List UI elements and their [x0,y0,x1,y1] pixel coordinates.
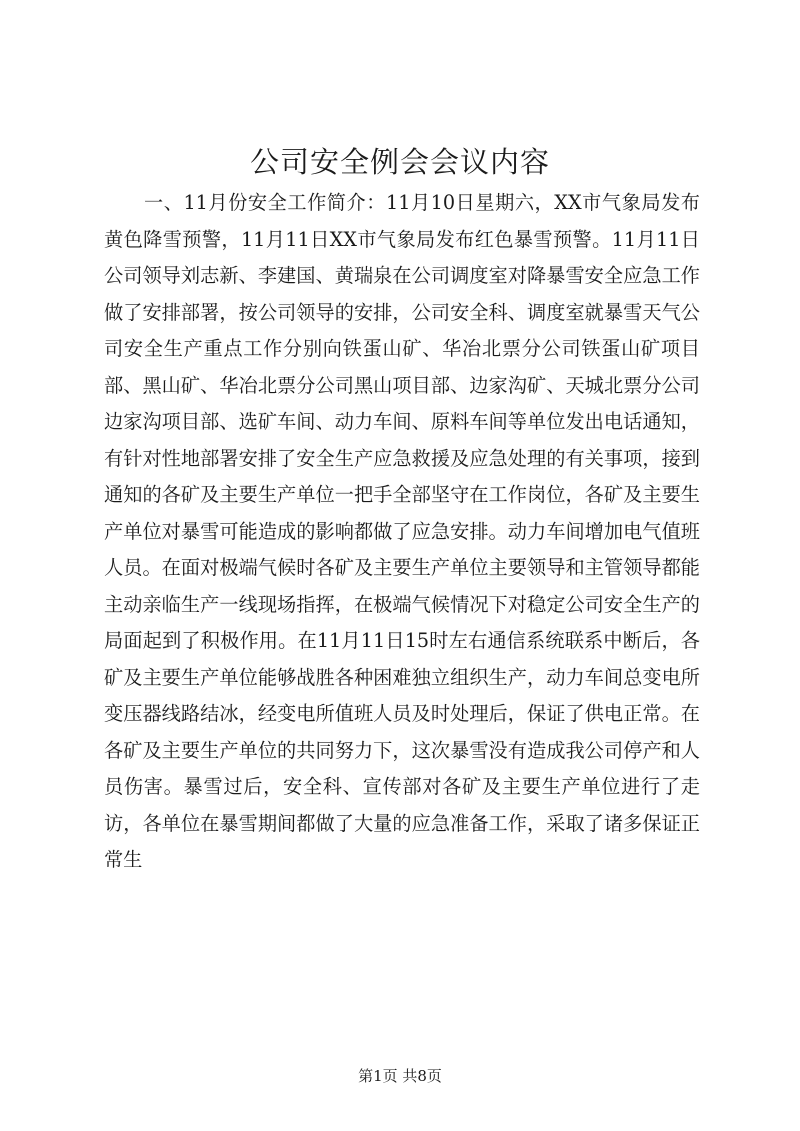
body-paragraph: 一、11月份安全工作简介：11月10日星期六，XX市气象局发布黄色降雪预警，11月11日XX市气象局发布红色暴雪预警。11月11日公司领导刘志新、李建国、黄瑞泉在公司调度室对降暴雪安全应急工作做了安排部署，按公司领导的安排，公司安全科、调度室就暴雪天气公司安全生产重点工作分别向铁蛋山矿、华冶北票分公司铁蛋山矿项目部、黑山矿、华冶北票分公司黑山项目部、边家沟矿、天城北票分公司边家沟项目部、选矿车间、动力车间、原料车间等单位发出电话通知，有针对性地部署安排了安全生产应急救援及应急处理的有关事项，接到通知的各矿及主要生产单位一把手全部坚守在工作岗位，各矿及主要生产单位对暴雪可能造成的影响都做了应急安排。动力车间增加电气值班人员。在面对极端气候时各矿及主要生产单位主要领导和主管领导都能主动亲临生产一线现场指挥，在极端气候情况下对稳定公司安全生产的局面起到了积极作用。在11月11日15时左右通信系统联系中断后，各矿及主要生产单位能够战胜各种困难独立组织生产，动力车间总变电所变压器线路结冰，经变电所值班人员及时处理后，保证了供电正常。在各矿及主要生产单位的共同努力下，这次暴雪没有造成我公司停产和人员伤害。暴雪过后，安全科、宣传部对各矿及主要生产单位进行了走访，各单位在暴雪期间都做了大量的应急准备工作，采取了诸多保证正常生 [104,191,700,871]
page-indicator: 第1页 共8页 [358,1067,442,1085]
document-title: 公司安全例会会议内容 [249,145,550,179]
